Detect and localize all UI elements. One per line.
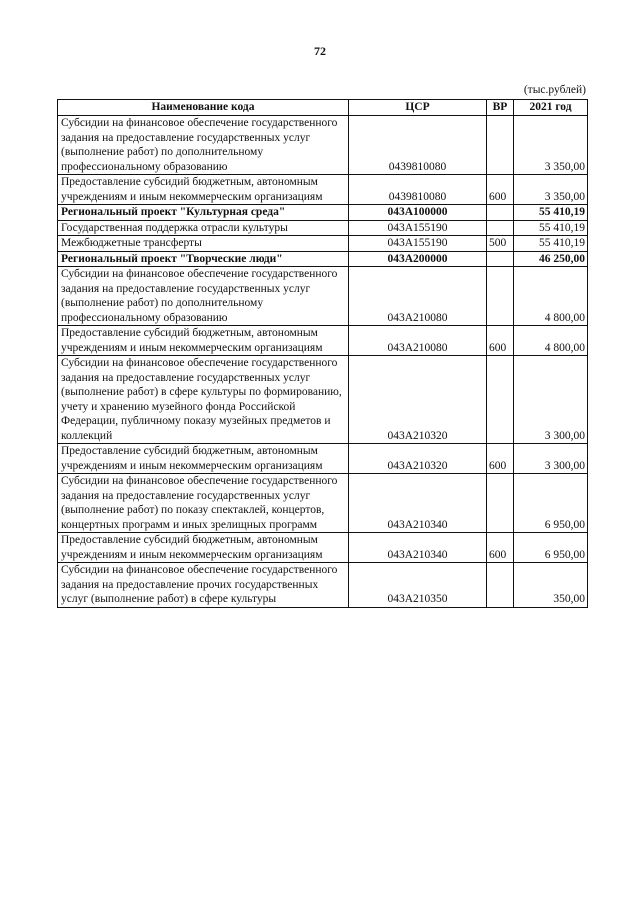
cell-vr xyxy=(487,220,514,236)
cell-sum: 46 250,00 xyxy=(514,251,588,267)
page-number: 72 xyxy=(314,44,326,58)
header-year: 2021 год xyxy=(514,100,588,116)
cell-vr: 600 xyxy=(487,444,514,474)
cell-csr: 043A210080 xyxy=(349,267,487,326)
table-row xyxy=(58,533,588,563)
units-note: (тыс.рублей) xyxy=(523,84,586,96)
cell-csr: 043A200000 xyxy=(349,251,487,267)
budget-table xyxy=(57,99,588,608)
cell-sum: 55 410,19 xyxy=(514,205,588,221)
cell-csr: 043A155190 xyxy=(349,220,487,236)
table-row xyxy=(58,251,588,267)
table-header-row xyxy=(58,100,588,116)
cell-vr xyxy=(487,563,514,608)
cell-sum: 3 300,00 xyxy=(514,356,588,444)
table-row xyxy=(58,474,588,533)
cell-sum: 3 300,00 xyxy=(514,444,588,474)
table-row xyxy=(58,116,588,175)
cell-sum: 6 950,00 xyxy=(514,533,588,563)
cell-vr: 500 xyxy=(487,236,514,252)
table-row xyxy=(58,205,588,221)
table-body xyxy=(58,116,588,608)
table-row xyxy=(58,356,588,444)
cell-csr: 043A210320 xyxy=(349,356,487,444)
cell-csr: 043A210320 xyxy=(349,444,487,474)
cell-vr: 600 xyxy=(487,326,514,356)
cell-vr xyxy=(487,267,514,326)
cell-name: Региональный проект "Творческие люди" xyxy=(58,251,349,267)
cell-name: Субсидии на финансовое обеспечение государственного задания на предоставление государственных услуг (выполнение работ) по дополнительному профессиональному образованию xyxy=(58,116,349,175)
cell-name: Субсидии на финансовое обеспечение государственного задания на предоставление прочих государственных услуг (выполнение работ) в сфере культуры xyxy=(58,563,349,608)
cell-name: Субсидии на финансовое обеспечение государственного задания на предоставление государственных услуг (выполнение работ) в сфере культуры по формированию, учету и хранению музейного фонда Российской Федерации, публичному показу музейных предметов и коллекций xyxy=(58,356,349,444)
cell-csr: 0439810080 xyxy=(349,175,487,205)
table-row xyxy=(58,220,588,236)
cell-vr xyxy=(487,356,514,444)
cell-sum: 6 950,00 xyxy=(514,474,588,533)
cell-sum: 4 800,00 xyxy=(514,326,588,356)
header-csr: ЦСР xyxy=(349,100,487,116)
cell-csr: 043A100000 xyxy=(349,205,487,221)
cell-csr: 043A210340 xyxy=(349,474,487,533)
cell-sum: 55 410,19 xyxy=(514,220,588,236)
cell-name: Межбюджетные трансферты xyxy=(58,236,349,252)
cell-vr xyxy=(487,116,514,175)
cell-sum: 3 350,00 xyxy=(514,175,588,205)
cell-csr: 043A210350 xyxy=(349,563,487,608)
cell-csr: 043A155190 xyxy=(349,236,487,252)
header-name: Наименование кода xyxy=(58,100,349,116)
cell-sum: 350,00 xyxy=(514,563,588,608)
cell-name: Предоставление субсидий бюджетным, автономным учреждениям и иным некоммерческим организациям xyxy=(58,175,349,205)
table-row xyxy=(58,267,588,326)
cell-name: Предоставление субсидий бюджетным, автономным учреждениям и иным некоммерческим организациям xyxy=(58,533,349,563)
table-row xyxy=(58,175,588,205)
cell-name: Предоставление субсидий бюджетным, автономным учреждениям и иным некоммерческим организациям xyxy=(58,326,349,356)
cell-name: Региональный проект "Культурная среда" xyxy=(58,205,349,221)
table-row xyxy=(58,444,588,474)
cell-sum: 3 350,00 xyxy=(514,116,588,175)
cell-name: Государственная поддержка отрасли культуры xyxy=(58,220,349,236)
cell-vr: 600 xyxy=(487,533,514,563)
cell-vr xyxy=(487,205,514,221)
table-row xyxy=(58,563,588,608)
cell-vr xyxy=(487,474,514,533)
cell-csr: 043A210080 xyxy=(349,326,487,356)
cell-sum: 4 800,00 xyxy=(514,267,588,326)
cell-name: Субсидии на финансовое обеспечение государственного задания на предоставление государственных услуг (выполнение работ) по показу спектаклей, концертов, концертных программ и иных зрелищных программ xyxy=(58,474,349,533)
table-row xyxy=(58,236,588,252)
cell-csr: 043A210340 xyxy=(349,533,487,563)
cell-sum: 55 410,19 xyxy=(514,236,588,252)
cell-vr xyxy=(487,251,514,267)
cell-vr: 600 xyxy=(487,175,514,205)
cell-csr: 0439810080 xyxy=(349,116,487,175)
table-row xyxy=(58,326,588,356)
header-vr: ВР xyxy=(487,100,514,116)
cell-name: Субсидии на финансовое обеспечение государственного задания на предоставление государственных услуг (выполнение работ) по дополнительному профессиональному образованию xyxy=(58,267,349,326)
cell-name: Предоставление субсидий бюджетным, автономным учреждениям и иным некоммерческим организациям xyxy=(58,444,349,474)
